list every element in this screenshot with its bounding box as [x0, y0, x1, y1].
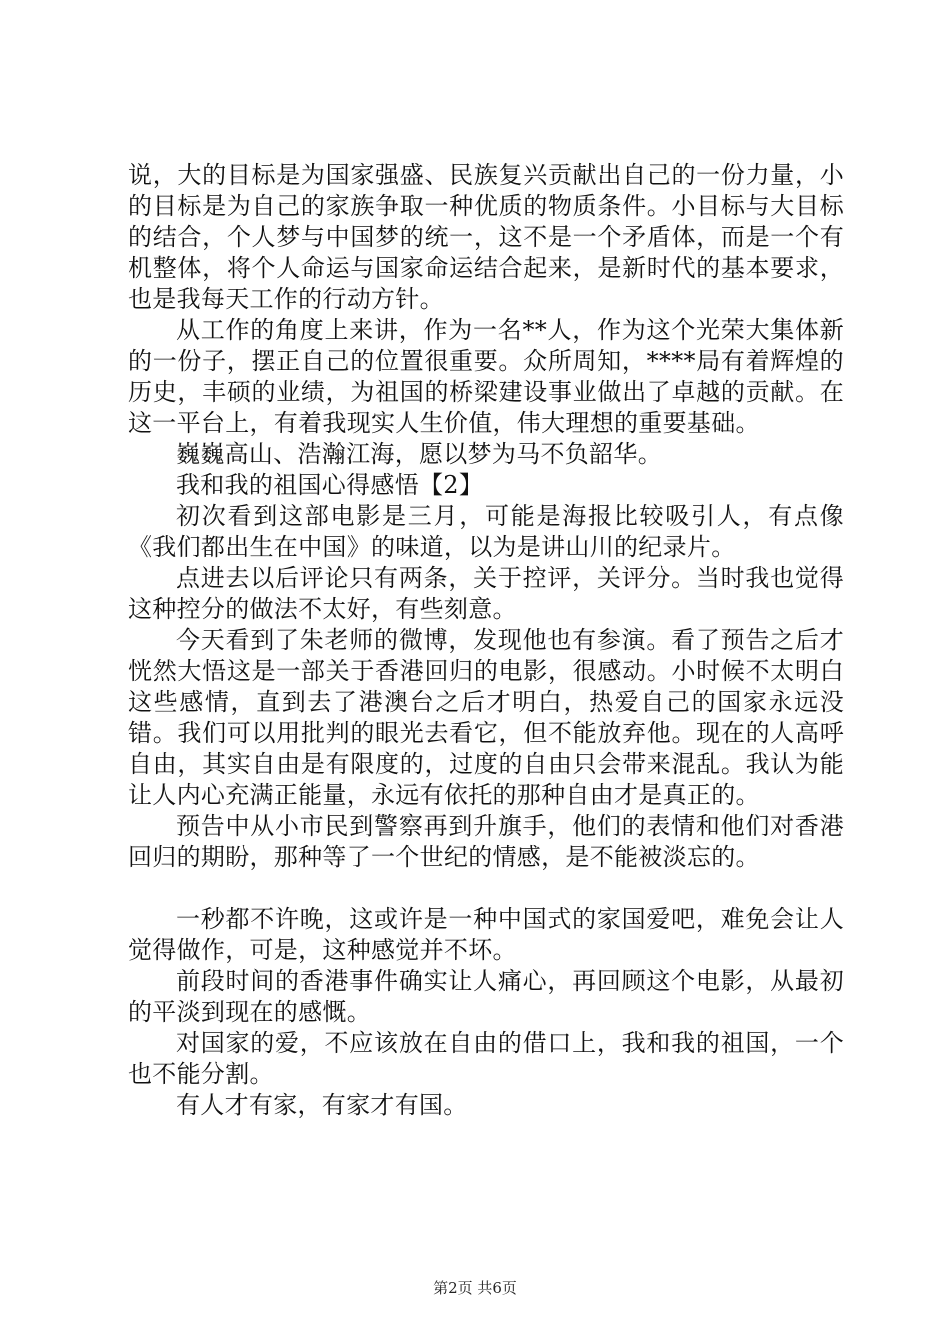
- paragraph: 预告中从小市民到警察再到升旗手，他们的表情和他们对香港回归的期盼，那种等了一个世纪的情感，是不能被淡忘的。: [128, 812, 844, 871]
- page-number-footer: 第2页 共6页: [433, 1279, 517, 1297]
- paragraph: 点进去以后评论只有两条，关于控评，关评分。当时我也觉得这种控分的做法不太好，有些刻意。: [128, 564, 844, 623]
- paragraph: 初次看到这部电影是三月，可能是海报比较吸引人，有点像《我们都出生在中国》的味道，以为是讲山川的纪录片。: [128, 502, 844, 561]
- paragraph: 今天看到了朱老师的微博，发现他也有参演。看了预告之后才恍然大悟这是一部关于香港回归的电影，很感动。小时候不太明白这些感情，直到去了港澳台之后才明白，热爱自己的国家永远没错。我们可以用批判的眼光去看它，但不能放弃他。现在的人高呼自由，其实自由是有限度的，过度的自由只会带来混乱。我认为能让人内心充满正能量，永远有依托的那种自由才是真正的。: [128, 626, 844, 809]
- section-heading: 我和我的祖国心得感悟【2】: [176, 471, 484, 499]
- paragraph: 巍巍高山、浩瀚江海，愿以梦为马不负韶华。: [176, 440, 662, 468]
- paragraph: 从工作的角度上来讲，作为一名**人，作为这个光荣大集体新的一份子，摆正自己的位置很重要。众所周知，****局有着辉煌的历史，丰硕的业绩，为祖国的桥梁建设事业做出了卓越的贡献。在这一平台上，有着我现实人生价值，伟大理想的重要基础。: [128, 316, 844, 437]
- paragraph-gap: [128, 873, 844, 904]
- paragraph: 对国家的爱，不应该放在自由的借口上，我和我的祖国，一个也不能分割。: [128, 1029, 844, 1088]
- paragraph: 有人才有家，有家才有国。: [176, 1091, 468, 1119]
- document-body: [128, 160, 844, 1121]
- paragraph: 说，大的目标是为国家强盛、民族复兴贡献出自己的一份力量，小的目标是为自己的家族争取一种优质的物质条件。小目标与大目标的结合，个人梦与中国梦的统一，这不是一个矛盾体，而是一个有机整体，将个人命运与国家命运结合起来，是新时代的基本要求，也是我每天工作的行动方针。: [128, 161, 844, 313]
- paragraph: 一秒都不许晚，这或许是一种中国式的家国爱吧，难免会让人觉得做作，可是，这种感觉并不坏。: [128, 905, 844, 964]
- paragraph: 前段时间的香港事件确实让人痛心，再回顾这个电影，从最初的平淡到现在的感慨。: [128, 967, 844, 1026]
